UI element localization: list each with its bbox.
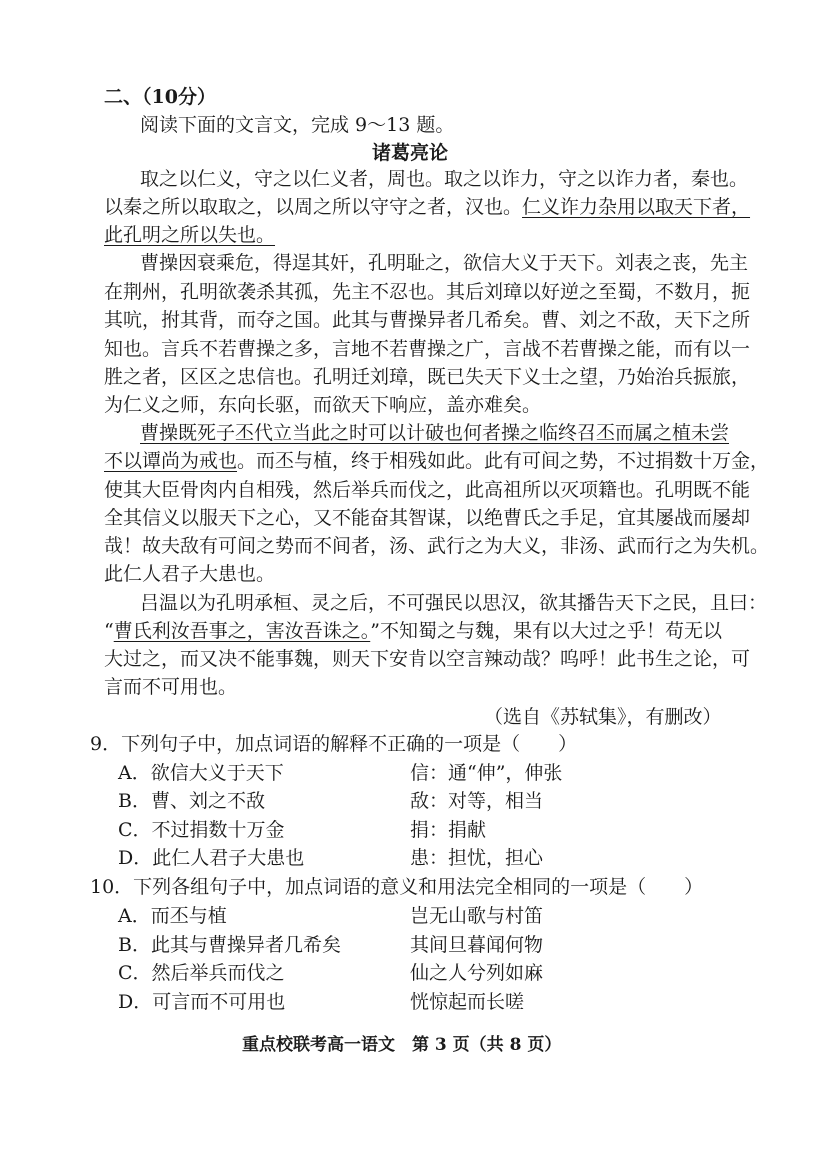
p3-line-3: 使其大臣骨肉内自相残，然后举兵而伐之，此高祖所以灭项籍也。孔明既不能 [104, 479, 751, 501]
p2-line-6: 为仁义之师，东向长驱，而欲天下响应，盖亦难矣。 [104, 394, 542, 416]
p4-line-3: 大过之，而又决不能事魏，则天下安肯以空言辣动哉？呜呼！此书生之论，可 [104, 648, 751, 670]
p4-open-quote: “ [104, 620, 114, 642]
q9-option-d: D．此仁人君子大患也 [118, 847, 305, 869]
p4-line-4: 言而不可用也。 [104, 676, 238, 698]
p3-line-5: 哉！故夫敌有可间之势而不间者，汤、武行之为大义，非汤、武而行之为失机。 [104, 535, 770, 557]
p1-line-2 [104, 194, 750, 220]
p1-line-2-underlined: 仁义诈力杂用以取天下者， [522, 196, 751, 218]
q10-option-a-gloss: 岂无山歌与村笛 [410, 905, 544, 927]
p4-line-2 [104, 618, 722, 644]
p3-line-2 [104, 448, 769, 474]
q10-stem: 10．下列各组句子中，加点词语的意义和用法完全相同的一项是（ ） [90, 876, 704, 898]
p3-line-2-plain: 。而丕与植，终于相残如此。此有可间之势，不过捐数十万金， [237, 450, 770, 472]
q9-option-c-gloss: 捐：捐献 [410, 819, 487, 841]
q9-option-b: B．曹、刘之不敌 [118, 790, 265, 812]
p1-line-2-plain: 以秦之所以取取之，以周之所以守守之者，汉也。 [104, 196, 523, 218]
q10-option-a: A．而丕与植 [118, 905, 227, 927]
p3-line-4: 全其信义以服天下之心，又不能奋其智谋，以绝曹氏之手足，宜其屡战而屡却 [104, 507, 751, 529]
section-heading: 二、（10分） [104, 86, 216, 108]
q10-option-d-gloss: 恍惊起而长嗟 [410, 991, 525, 1013]
q9-option-a-gloss: 信：通“伸”，伸张 [410, 762, 563, 784]
p2-line-2: 在荆州，孔明欲袭杀其孤，先主不忍也。其后刘璋以好逆之至蜀，不数月，扼 [104, 281, 751, 303]
p3-line-6: 此仁人君子大患也。 [104, 563, 276, 585]
p3-line-2-underlined: 不以谭尚为戒也 [104, 450, 238, 472]
passage-source: （选自《苏轼集》，有删改） [484, 706, 722, 728]
q9-stem: 9．下列句子中，加点词语的解释不正确的一项是（ ） [90, 733, 578, 755]
q10-option-c-gloss: 仙之人兮列如麻 [410, 962, 544, 984]
p4-line-1: 吕温以为孔明承桓、灵之后，不可强民以思汉，欲其播告天下之民，且曰： [140, 592, 768, 614]
section-instruction: 阅读下面的文言文，完成 9～13 题。 [140, 114, 455, 136]
q10-option-b: B．此其与曹操异者几希矣 [118, 934, 341, 956]
passage-title: 诸葛亮论 [372, 142, 449, 164]
q10-option-d: D．可言而不可用也 [118, 991, 286, 1013]
p2-line-1: 曹操因衰乘危，得逞其奸，孔明耻之，欲信大义于天下。刘表之丧，先主 [140, 252, 749, 274]
q9-option-d-gloss: 患：担忧，担心 [410, 847, 544, 869]
q9-option-b-gloss: 敌：对等，相当 [410, 790, 544, 812]
q10-option-b-gloss: 其间旦暮闻何物 [410, 934, 544, 956]
p2-line-4: 知也。言兵不若曹操之多，言地不若曹操之广，言战不若曹操之能，而有以一 [104, 338, 751, 360]
p4-line-2-rest: ”不知蜀之与魏，果有以大过之乎！苟无以 [370, 620, 722, 642]
p2-line-5: 胜之者，区区之忠信也。孔明迁刘璋，既已失天下义士之望，乃始治兵振旅， [104, 366, 751, 388]
p4-quote-underlined: 曹氏利汝吾事之，害汝吾诛之。 [113, 620, 371, 642]
q10-option-c: C．然后举兵而伐之 [118, 962, 285, 984]
page-footer: 重点校联考高一语文 第 3 页（共 8 页） [242, 1035, 562, 1055]
p3-line-1-underlined: 曹操既死子丕代立当此之时可以计破也何者操之临终召丕而属之植未尝 [140, 422, 730, 444]
p1-line-1: 取之以仁义，守之以仁义者，周也。取之以诈力，守之以诈力者，秦也。 [140, 168, 749, 190]
q9-option-c: C．不过捐数十万金 [118, 819, 285, 841]
q9-option-a: A．欲信大义于天下 [118, 762, 284, 784]
p2-line-3: 其吭，拊其背，而夺之国。此其与曹操异者几希矣。曹、刘之不敌，天下之所 [104, 309, 751, 331]
p1-line-3-underlined: 此孔明之所以失也。 [104, 224, 276, 246]
